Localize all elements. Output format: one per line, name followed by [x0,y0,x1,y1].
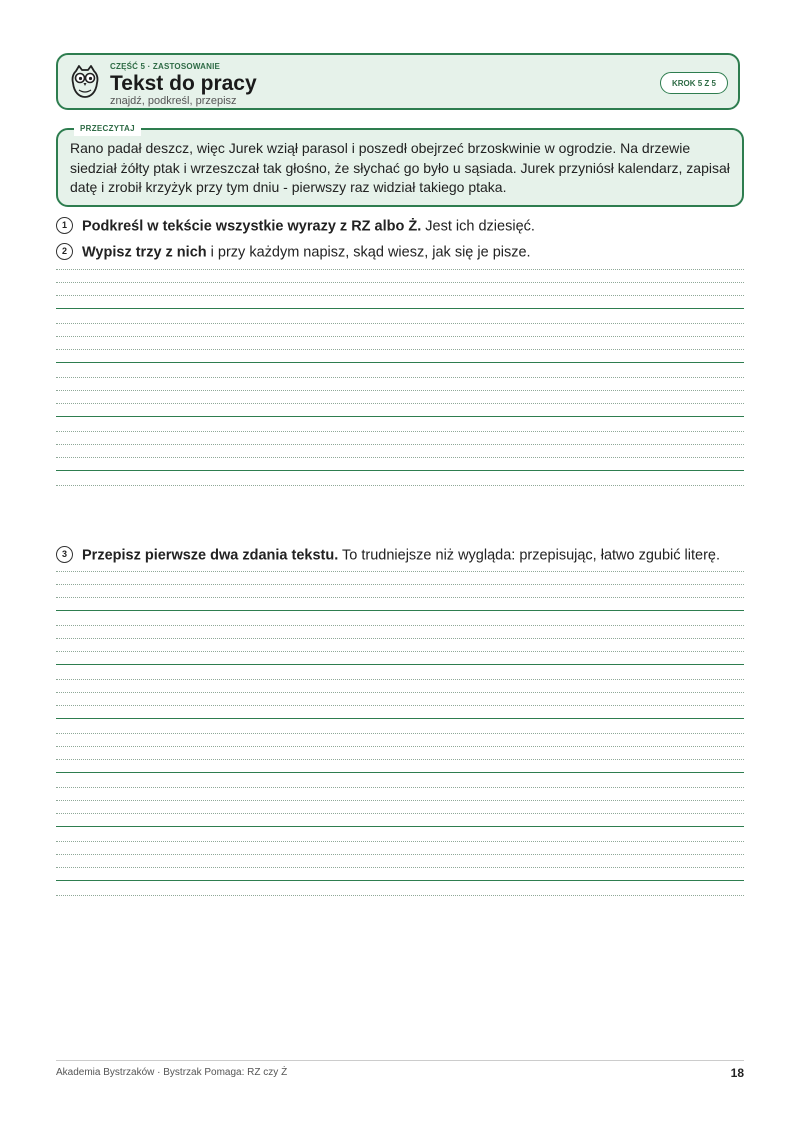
writing-guide-line [56,377,744,378]
writing-guide-line [56,584,744,585]
writing-guide-line [56,403,744,404]
page-number: 18 [730,1066,744,1080]
reading-label: PRZECZYTAJ [74,122,141,136]
writing-baseline [56,664,744,665]
task-note: To trudniejsze niż wygląda: przepisując, łatwo zgubić literę. [338,547,721,564]
task-number: 3 [56,546,73,563]
writing-guide-line [56,390,744,391]
writing-guide-line [56,854,744,855]
writing-guide-line [56,295,744,296]
writing-guide-line [56,787,744,788]
writing-guide-line [56,692,744,693]
writing-baseline [56,416,744,417]
task-3 [56,547,720,564]
writing-guide-line [56,638,744,639]
task-note: i przy każdym napisz, skąd wiesz, jak się je pisze. [206,244,531,261]
task-number: 2 [56,243,73,260]
writing-guide-line [56,705,744,706]
section-header [56,53,740,110]
task-number: 1 [56,217,73,234]
task-2 [56,244,531,261]
writing-guide-line [56,269,744,270]
task-1 [56,218,535,235]
task-instruction: Wypisz trzy z nich [82,244,207,261]
owl-icon [70,65,100,99]
writing-guide-line [56,625,744,626]
writing-guide-line [56,746,744,747]
writing-guide-line [56,485,744,486]
writing-guide-line [56,597,744,598]
writing-guide-line [56,349,744,350]
writing-guide-line [56,282,744,283]
writing-guide-line [56,679,744,680]
section-part-label: CZĘŚĆ 5 · ZASTOSOWANIE [110,62,221,71]
writing-baseline [56,826,744,827]
task-note: Jest ich dziesięć. [421,218,535,235]
writing-guide-line [56,895,744,896]
writing-guide-line [56,444,744,445]
footer-text: Akademia Bystrzaków · Bystrzak Pomaga: RZ czy Ż [56,1067,288,1078]
writing-guide-line [56,841,744,842]
writing-guide-line [56,813,744,814]
writing-baseline [56,772,744,773]
step-badge: KROK 5 Z 5 [660,72,728,94]
writing-guide-line [56,323,744,324]
writing-guide-line [56,571,744,572]
writing-baseline [56,610,744,611]
writing-guide-line [56,457,744,458]
writing-guide-line [56,733,744,734]
writing-guide-line [56,336,744,337]
writing-guide-line [56,800,744,801]
writing-baseline [56,362,744,363]
writing-baseline [56,470,744,471]
writing-guide-line [56,651,744,652]
writing-guide-line [56,431,744,432]
reading-box [56,124,744,207]
writing-baseline [56,718,744,719]
writing-baseline [56,880,744,881]
writing-baseline [56,308,744,309]
task-instruction: Podkreśl w tekście wszystkie wyrazy z RZ albo Ż. [82,218,422,235]
writing-guide-line [56,867,744,868]
reading-text: Rano padał deszcz, więc Jurek wziął parasol i poszedł obejrzeć brzoskwinie w ogrodzie. Na drzewie siedział żółty ptak i wrzeszczał tak głośno, że słychać go było u sąsiada. Jurek przyniósł kalendarz, zapisał datę i zrobił krzyżyk przy tym dniu - pierwszy raz widział takiego ptaka. [70,140,730,195]
task-instruction: Przepisz pierwsze dwa zdania tekstu. [82,547,339,564]
page-subtitle: znajdź, podkreśl, przepisz [110,95,237,107]
page-title: Tekst do pracy [110,72,257,95]
footer-divider [56,1060,744,1061]
writing-guide-line [56,759,744,760]
